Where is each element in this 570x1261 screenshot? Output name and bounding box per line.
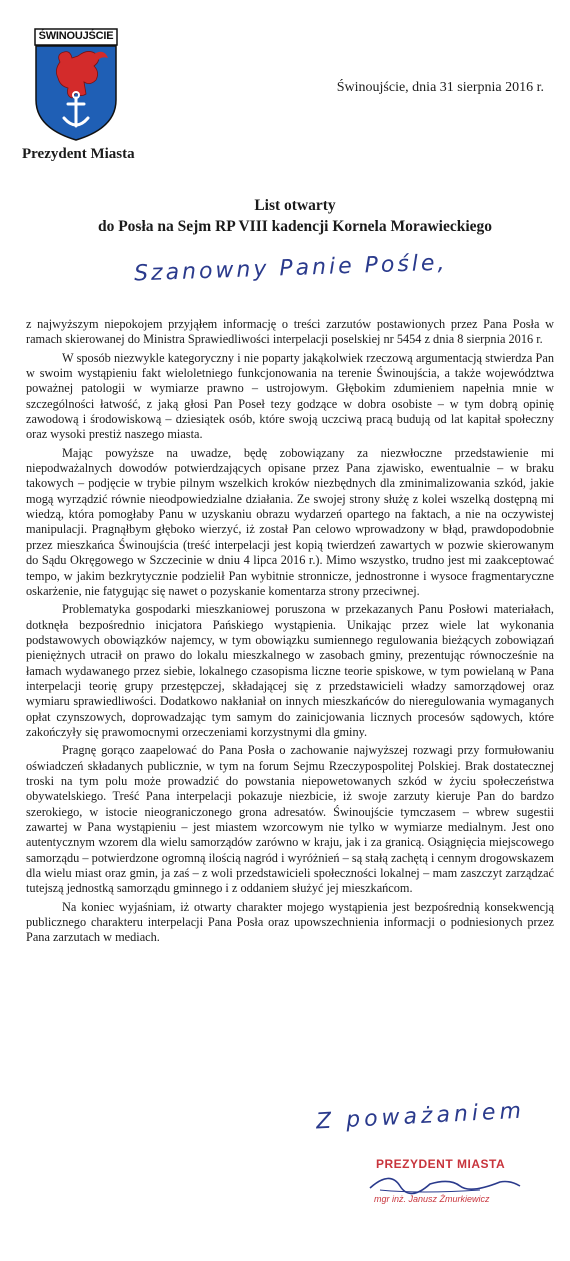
handwritten-closing: Z poważaniem (315, 1098, 526, 1135)
title-line-2: do Posła na Sejm RP VIII kadencji Kornela Morawieckiego (97, 218, 493, 235)
handwritten-salutation: Szanowny Panie Pośle, (133, 250, 448, 287)
crest-label: ŚWINOUJŚCIE (38, 30, 114, 42)
stamp-title: PREZYDENT MIASTA (376, 1157, 506, 1171)
city-crest-logo (34, 28, 118, 142)
paragraph-6: Na koniec wyjaśniam, iż otwarty charakter mojego wystąpienia jest bezpośrednią konsekwencją publicznego charakteru interpelacji Pana Posła oraz upowszechnienia informacji o podniesionych przez Pana zarzutach w mediach. (26, 899, 554, 945)
issuer-title: Prezydent Miasta (22, 146, 135, 162)
paragraph-4: Problematyka gospodarki mieszkaniowej poruszona w przekazanych Panu Posłowi materiałach, dotknęła bezpośrednio inicjatora Pańskiego wystąpienia. Unikając przez wiele lat wykonania podstawowych obowiązków najemcy, w tym obowiązku sumiennego regulowania bieżących zobowiązań pieniężnych utracił on prawo do lokalu mieszkalnego w zasobach gminy, prezentując równocześnie na łamach wydawanego przez siebie, lokalnego czasopisma liczne teorie spiskowe, w tym powielaną w Pana interpelacji teorię grupy przestępczej, składającej się z przedstawicieli władzy samorządowej oraz wymiaru sprawiedliwości. Dodatkowo nakłaniał on innych mieszkańców do nieregulowania wymaganych opłat czynszowych, doprowadzając tym samym do zainicjowania licznych procesów sądowych, które zakończyły się prawomocnymi orzeczeniami korzystnymi dla gminy. (26, 602, 554, 739)
letter-body (26, 317, 554, 949)
stamp-name: mgr inż. Janusz Żmurkiewicz (374, 1194, 490, 1204)
letter-title (40, 195, 550, 237)
crest-shield-icon (34, 28, 118, 142)
paragraph-5: Pragnę gorąco zaapelować do Pana Posła o zachowanie najwyższej rozwagi przy formułowaniu oświadczeń składanych publicznie, w tym na forum Sejmu Rzeczypospolitej Polskiej. Brak dostatecznej troski na tym polu może prowadzić do powstania niepowetowanych szkód w życiu społeczeństwa obywatelskiego. Treść Pana interpelacji pokazuje niezbicie, iż swoje zarzuty kieruje Pan do bardzo szerokiego, w istocie nieograniczonego grona adresatów. Świnoujście tymczasem – wbrew sugestii zawartej w Pana wystąpieniu – jest miastem wzorcowym nie tylko w wymiarze medialnym. Jest ono autentycznym wzorem dla wielu samorządów zarówno w kraju, jak i za granicą. Osiągnięcia miejscowego samorządu – potwierdzone ogromną ilością nagród i wyróżnień – są stałą zachętą i cennym drogowskazem dla wielu miast oraz gmin, ja zaś – z woli przedstawicieli społeczności lokalnej – mam zaszczyt zarządzać tutejszą jednostką samorządu gminnego i z oddaniem służyć jej mieszkańcom. (26, 743, 554, 896)
title-line-1: List otwarty (254, 197, 336, 214)
paragraph-1: z najwyższym niepokojem przyjąłem informację o treści zarzutów postawionych przez Pana Posła w ramach skierowanej do Ministra Sprawiedliwości interpelacji poselskiej nr 5454 z dnia 8 sierpnia 2016 r. (26, 317, 554, 347)
place-date: Świnoujście, dnia 31 sierpnia 2016 r. (336, 80, 544, 95)
paragraph-3: Mając powyższe na uwadze, będę zobowiązany za niezwłoczne przedstawienie mi niepodważalnych dowodów potwierdzających opisane przez Pana zjawisko, ewentualnie – w braku takowych – podjęcie w trybie pilnym wszelkich kroków niezbędnych dla zminimalizowania szkód, jakie mogą wyrządzić równie nieodpowiedzialne działania. Ze swojej strony służę z kolei wszelką dostępną mi wiedzą, która pomogłaby Panu w uzyskaniu obrazu wydarzeń opartego na faktach, a nie na oczywistej manipulacji. Pragnąłbym głęboko wierzyć, iż został Pan celowo wprowadzony w błąd, prawdopodobnie przez mieszkańca Świnoujścia (treść interpelacji jest kopią twierdzeń zawartych w pozwie skierowanym do Sądu Okręgowego w Szczecinie w dniu 4 lipca 2016 r.). Mimo wszystko, trudno jest mi zaakceptować tempo, w jakim bezkrytycznie podzielił Pan wybitnie stronnicze, jednostronne i wysoce fragmentaryczne oskarżenie, nie fatygując się nawet o pozyskanie komentarza strony przeciwnej. (26, 445, 554, 598)
paragraph-2: W sposób niezwykle kategoryczny i nie poparty jakąkolwiek rzeczową argumentacją stwierdza Pan w swoim wystąpieniu fakt wieloletniego funkcjonowania na terenie Świnoujścia, a także województwa poważnej patologii w wymiarze prawno – ustrojowym. Głębokim zdumieniem napełnia mnie w szczególności łatwość, z jaką głosi Pan Poseł tezy godzące w dobra osobiste – w tym dobrą opinię zawodową i środowiskową – dziesiątek osób, które swoją uczciwą pracą budują od lat kapitał społeczny oraz wysoki prestiż naszego miasta. (26, 350, 554, 442)
